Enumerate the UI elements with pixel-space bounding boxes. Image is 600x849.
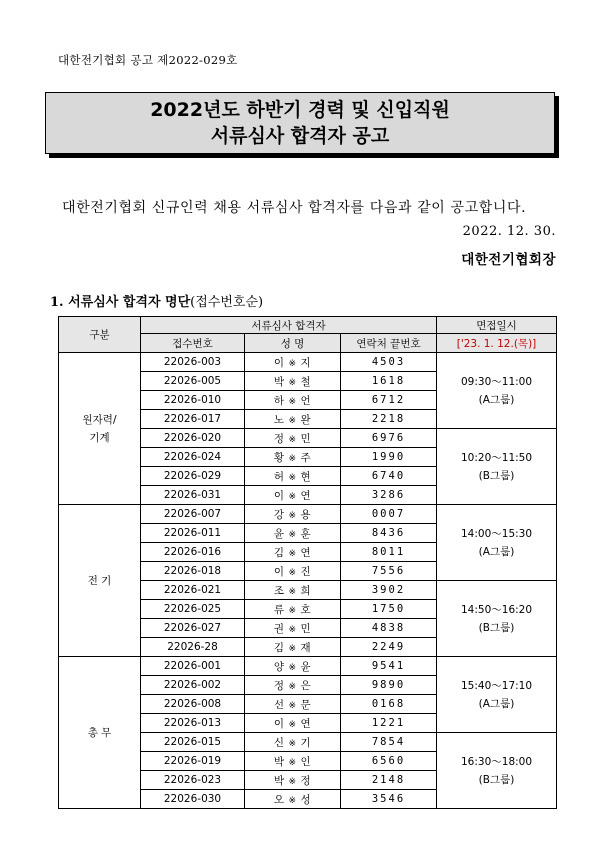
name-last: 김 — [273, 641, 285, 654]
name-last: 박 — [273, 755, 285, 768]
applicant-name — [245, 467, 341, 486]
name-first: 정 — [300, 774, 312, 787]
roster-table — [58, 316, 557, 809]
category-label: 기계 — [89, 431, 110, 444]
receipt-number: 22026-025 — [141, 600, 245, 619]
name-first: 재 — [300, 641, 312, 654]
category-cell — [59, 353, 141, 505]
roster-header — [59, 317, 557, 353]
name-mask: ※ — [288, 624, 297, 635]
header-receipt-no: 접수번호 — [141, 334, 245, 353]
name-first: 연 — [300, 546, 312, 559]
phone-last-digits: 0168 — [341, 695, 437, 714]
receipt-number: 22026-029 — [141, 467, 245, 486]
receipt-number: 22026-013 — [141, 714, 245, 733]
name-last: 이 — [273, 565, 285, 578]
name-first: 호 — [300, 603, 312, 616]
receipt-number: 22026-024 — [141, 448, 245, 467]
receipt-number: 22026-016 — [141, 543, 245, 562]
header-interview-date: ['23. 1. 12.(목)] — [437, 334, 557, 353]
notice-date: 2022. 12. 30. — [462, 224, 556, 239]
receipt-number: 22026-019 — [141, 752, 245, 771]
name-first: 희 — [300, 584, 312, 597]
receipt-number: 22026-017 — [141, 410, 245, 429]
phone-last-digits: 6712 — [341, 391, 437, 410]
phone-last-digits: 6560 — [341, 752, 437, 771]
name-last: 이 — [273, 717, 285, 730]
phone-last-digits: 2249 — [341, 638, 437, 657]
title-line-1: 2022년도 하반기 경력 및 신입직원 — [150, 99, 450, 121]
name-last: 정 — [273, 679, 285, 692]
interview-slot — [437, 353, 557, 429]
table-row — [59, 353, 557, 372]
name-last: 신 — [273, 736, 285, 749]
receipt-number: 22026-018 — [141, 562, 245, 581]
receipt-number: 22026-021 — [141, 581, 245, 600]
intro-text: 대한전기협회 신규인력 채용 서류심사 합격자를 다음과 같이 공고합니다. — [62, 200, 527, 216]
phone-last-digits: 4838 — [341, 619, 437, 638]
name-first: 용 — [300, 508, 312, 521]
applicant-name — [245, 790, 341, 809]
table-row — [59, 657, 557, 676]
name-first: 기 — [300, 736, 312, 749]
name-mask: ※ — [288, 510, 297, 521]
interview-group: (B그룹) — [478, 621, 515, 634]
applicant-name — [245, 752, 341, 771]
name-mask: ※ — [288, 738, 297, 749]
applicant-name — [245, 372, 341, 391]
interview-group: (A그룹) — [478, 697, 515, 710]
header-name: 성 명 — [245, 334, 341, 353]
name-first: 연 — [300, 489, 312, 502]
name-first: 은 — [300, 679, 312, 692]
receipt-number: 22026-008 — [141, 695, 245, 714]
table-row — [59, 505, 557, 524]
name-first: 진 — [300, 565, 312, 578]
interview-slot — [437, 657, 557, 733]
applicant-name — [245, 638, 341, 657]
name-mask: ※ — [288, 586, 297, 597]
applicant-name — [245, 410, 341, 429]
applicant-name — [245, 353, 341, 372]
interview-time: 09:30～11:00 — [461, 375, 533, 388]
name-mask: ※ — [288, 453, 297, 464]
name-first: 인 — [300, 755, 312, 768]
interview-group: (B그룹) — [478, 773, 515, 786]
applicant-name — [245, 581, 341, 600]
section-heading-main: 1. 서류심사 합격자 명단 — [50, 295, 191, 310]
interview-group: (B그룹) — [478, 469, 515, 482]
phone-last-digits: 1990 — [341, 448, 437, 467]
interview-group: (A그룹) — [478, 545, 515, 558]
interview-time: 15:40～17:10 — [461, 679, 533, 692]
phone-last-digits: 3546 — [341, 790, 437, 809]
name-last: 이 — [273, 489, 285, 502]
name-last: 박 — [273, 375, 285, 388]
name-mask: ※ — [288, 567, 297, 578]
name-mask: ※ — [288, 377, 297, 388]
name-first: 연 — [300, 717, 312, 730]
name-last: 조 — [273, 584, 285, 597]
interview-slot — [437, 429, 557, 505]
name-mask: ※ — [288, 358, 297, 369]
phone-last-digits: 2218 — [341, 410, 437, 429]
interview-time: 14:00～15:30 — [461, 527, 533, 540]
phone-last-digits: 9541 — [341, 657, 437, 676]
applicant-name — [245, 543, 341, 562]
name-first: 언 — [300, 394, 312, 407]
name-last: 류 — [273, 603, 285, 616]
name-mask: ※ — [288, 795, 297, 806]
phone-last-digits: 8011 — [341, 543, 437, 562]
category-cell — [59, 657, 141, 809]
name-first: 현 — [300, 470, 312, 483]
name-last: 윤 — [273, 527, 285, 540]
name-last: 이 — [273, 356, 285, 369]
applicant-name — [245, 486, 341, 505]
header-group: 서류심사 합격자 — [141, 317, 437, 334]
name-mask: ※ — [288, 472, 297, 483]
receipt-number: 22026-027 — [141, 619, 245, 638]
receipt-number: 22026-030 — [141, 790, 245, 809]
phone-last-digits: 1618 — [341, 372, 437, 391]
phone-last-digits: 3902 — [341, 581, 437, 600]
receipt-number: 22026-005 — [141, 372, 245, 391]
header-interview: 면접일시 — [437, 317, 557, 334]
receipt-number: 22026-011 — [141, 524, 245, 543]
name-mask: ※ — [288, 529, 297, 540]
phone-last-digits: 0007 — [341, 505, 437, 524]
interview-slot — [437, 581, 557, 657]
name-last: 강 — [273, 508, 285, 521]
receipt-number: 22026-010 — [141, 391, 245, 410]
name-mask: ※ — [288, 662, 297, 673]
name-last: 권 — [273, 622, 285, 635]
name-first: 철 — [300, 375, 312, 388]
phone-last-digits: 6740 — [341, 467, 437, 486]
name-first: 윤 — [300, 660, 312, 673]
name-last: 허 — [273, 470, 285, 483]
name-mask: ※ — [288, 700, 297, 711]
name-mask: ※ — [288, 434, 297, 445]
title-box — [45, 92, 555, 154]
interview-time: 10:20～11:50 — [461, 451, 533, 464]
applicant-name — [245, 448, 341, 467]
applicant-name — [245, 429, 341, 448]
phone-last-digits: 1750 — [341, 600, 437, 619]
roster-body — [59, 353, 557, 809]
interview-slot — [437, 505, 557, 581]
applicant-name — [245, 619, 341, 638]
phone-last-digits: 9890 — [341, 676, 437, 695]
name-last: 하 — [273, 394, 285, 407]
receipt-number: 22026-002 — [141, 676, 245, 695]
name-mask: ※ — [288, 396, 297, 407]
name-mask: ※ — [288, 719, 297, 730]
applicant-name — [245, 676, 341, 695]
phone-last-digits: 7854 — [341, 733, 437, 752]
name-last: 김 — [273, 546, 285, 559]
applicant-name — [245, 562, 341, 581]
name-first: 주 — [300, 451, 312, 464]
phone-last-digits: 2148 — [341, 771, 437, 790]
applicant-name — [245, 714, 341, 733]
receipt-number: 22026-031 — [141, 486, 245, 505]
receipt-number: 22026-020 — [141, 429, 245, 448]
name-first: 성 — [300, 793, 312, 806]
applicant-name — [245, 657, 341, 676]
phone-last-digits: 4503 — [341, 353, 437, 372]
section-heading — [50, 291, 263, 310]
interview-slot — [437, 733, 557, 809]
title-line-2: 서류심사 합격자 공고 — [210, 125, 390, 147]
applicant-name — [245, 695, 341, 714]
receipt-number: 22026-023 — [141, 771, 245, 790]
category-label: 전 기 — [87, 574, 112, 587]
header-category: 구분 — [59, 317, 141, 353]
interview-group: (A그룹) — [478, 393, 515, 406]
name-last: 황 — [273, 451, 285, 464]
name-last: 오 — [273, 793, 285, 806]
category-cell — [59, 505, 141, 657]
name-mask: ※ — [288, 643, 297, 654]
phone-last-digits: 7556 — [341, 562, 437, 581]
phone-last-digits: 6976 — [341, 429, 437, 448]
applicant-name — [245, 600, 341, 619]
interview-time: 16:30～18:00 — [461, 755, 533, 768]
header-phone: 연락처 끝번호 — [341, 334, 437, 353]
name-mask: ※ — [288, 757, 297, 768]
applicant-name — [245, 771, 341, 790]
name-mask: ※ — [288, 681, 297, 692]
phone-last-digits: 1221 — [341, 714, 437, 733]
name-mask: ※ — [288, 415, 297, 426]
receipt-number: 22026-28 — [141, 638, 245, 657]
section-heading-paren: (접수번호순) — [190, 295, 264, 310]
name-mask: ※ — [288, 776, 297, 787]
phone-last-digits: 3286 — [341, 486, 437, 505]
name-first: 지 — [300, 356, 312, 369]
notice-number: 대한전기협회 공고 제2022-029호 — [58, 53, 238, 67]
name-first: 민 — [300, 432, 312, 445]
name-first: 훈 — [300, 527, 312, 540]
receipt-number: 22026-007 — [141, 505, 245, 524]
name-mask: ※ — [288, 491, 297, 502]
applicant-name — [245, 524, 341, 543]
interview-time: 14:50～16:20 — [461, 603, 533, 616]
name-last: 박 — [273, 774, 285, 787]
name-first: 민 — [300, 622, 312, 635]
applicant-name — [245, 391, 341, 410]
name-last: 노 — [273, 413, 285, 426]
applicant-name — [245, 733, 341, 752]
name-last: 선 — [273, 698, 285, 711]
name-last: 정 — [273, 432, 285, 445]
receipt-number: 22026-001 — [141, 657, 245, 676]
name-mask: ※ — [288, 548, 297, 559]
name-last: 양 — [273, 660, 285, 673]
name-first: 완 — [300, 413, 312, 426]
applicant-name — [245, 505, 341, 524]
phone-last-digits: 8436 — [341, 524, 437, 543]
receipt-number: 22026-003 — [141, 353, 245, 372]
receipt-number: 22026-015 — [141, 733, 245, 752]
name-mask: ※ — [288, 605, 297, 616]
category-label: 원자력/ — [82, 413, 117, 426]
signer: 대한전기협회장 — [461, 252, 556, 268]
name-first: 문 — [300, 698, 312, 711]
category-label: 총 무 — [87, 726, 112, 739]
